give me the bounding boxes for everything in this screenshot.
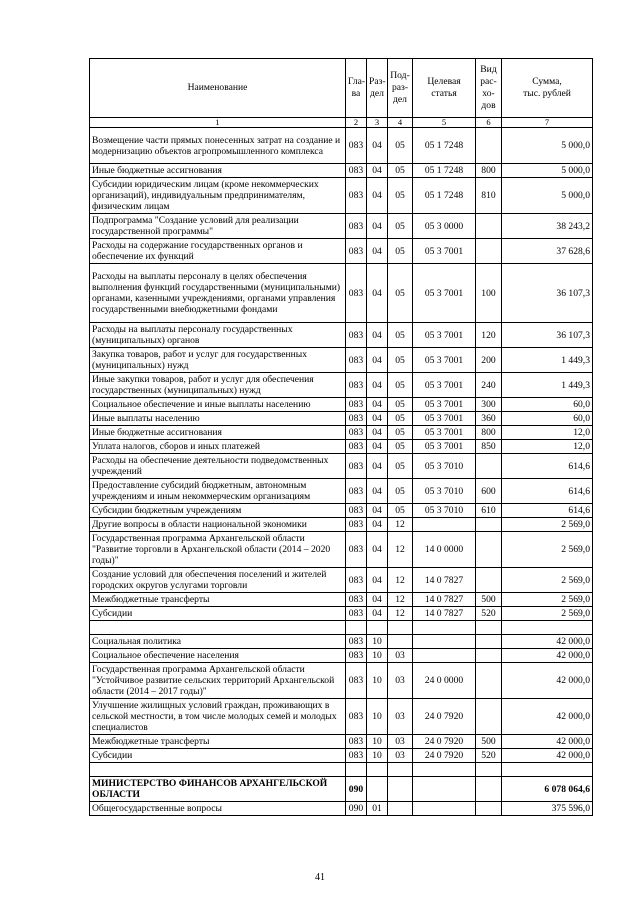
cell-podrazdel: 03 <box>388 749 413 763</box>
cell-expense-type <box>476 802 502 816</box>
cell-glava: 083 <box>346 164 367 178</box>
cell-razdel: 10 <box>367 635 388 649</box>
cell-razdel: 04 <box>367 593 388 607</box>
cell-podrazdel: 12 <box>388 607 413 621</box>
cell-podrazdel: 05 <box>388 412 413 426</box>
cell-expense-type <box>476 663 502 699</box>
cell-razdel: 10 <box>367 735 388 749</box>
cell-sum: 60,0 <box>502 412 593 426</box>
cell-name: Социальное обеспечение населения <box>90 649 346 663</box>
table-row <box>90 264 593 323</box>
cell-glava: 090 <box>346 802 367 816</box>
table-row <box>90 178 593 214</box>
cell-name <box>90 621 346 635</box>
table-body <box>90 128 593 816</box>
cell-podrazdel: 12 <box>388 518 413 532</box>
cell-sum: 614,6 <box>502 454 593 479</box>
cell-name: Социальное обеспечение и иные выплаты населению <box>90 398 346 412</box>
cell-target-article <box>413 518 476 532</box>
cell-name: Возмещение части прямых понесенных затрат на создание и модернизацию объектов агропромышленного комплекса <box>90 128 346 164</box>
cell-expense-type: 100 <box>476 264 502 323</box>
cell-name: Уплата налогов, сборов и иных платежей <box>90 440 346 454</box>
cell-expense-type: 850 <box>476 440 502 454</box>
cell-podrazdel: 05 <box>388 398 413 412</box>
cell-target-article: 05 3 7010 <box>413 454 476 479</box>
cell-razdel: 04 <box>367 373 388 398</box>
cell-sum: 5 000,0 <box>502 164 593 178</box>
cell-name: Государственная программа Архангельской области "Устойчивое развитие сельских территорий Архангельской области (2014 – 2017 годы)" <box>90 663 346 699</box>
table-row <box>90 532 593 568</box>
cell-razdel: 04 <box>367 348 388 373</box>
cell-podrazdel: 03 <box>388 699 413 735</box>
cell-name: Расходы на обеспечение деятельности подведомственных учреждений <box>90 454 346 479</box>
cell-sum: 42 000,0 <box>502 699 593 735</box>
table-row <box>90 398 593 412</box>
cell-expense-type: 800 <box>476 426 502 440</box>
table-row <box>90 504 593 518</box>
cell-target-article: 05 3 7001 <box>413 373 476 398</box>
col-number: 2 <box>346 118 367 128</box>
cell-sum: 5 000,0 <box>502 128 593 164</box>
cell-expense-type <box>476 128 502 164</box>
cell-podrazdel: 05 <box>388 323 413 348</box>
col-number: 5 <box>413 118 476 128</box>
cell-razdel: 04 <box>367 264 388 323</box>
cell-target-article <box>413 649 476 663</box>
cell-glava: 083 <box>346 398 367 412</box>
cell-podrazdel: 05 <box>388 178 413 214</box>
cell-sum: 36 107,3 <box>502 323 593 348</box>
cell-expense-type <box>476 699 502 735</box>
table-row <box>90 699 593 735</box>
cell-podrazdel: 05 <box>388 214 413 239</box>
cell-name: Межбюджетные трансферты <box>90 593 346 607</box>
header-podrazdel: Под- раз- дел <box>388 59 413 118</box>
cell-podrazdel: 05 <box>388 264 413 323</box>
cell-podrazdel <box>388 763 413 777</box>
cell-name: Субсидии <box>90 607 346 621</box>
cell-name <box>90 763 346 777</box>
cell-target-article: 05 3 7001 <box>413 264 476 323</box>
cell-expense-type: 120 <box>476 323 502 348</box>
table-row <box>90 635 593 649</box>
cell-name: Государственная программа Архангельской области "Развитие торговли в Архангельской области (2014 – 2020 годы)" <box>90 532 346 568</box>
cell-sum: 614,6 <box>502 504 593 518</box>
cell-razdel: 04 <box>367 239 388 264</box>
cell-target-article: 05 3 0000 <box>413 214 476 239</box>
page-number: 41 <box>315 872 325 883</box>
table-row <box>90 649 593 663</box>
cell-target-article: 14 0 7827 <box>413 607 476 621</box>
cell-expense-type <box>476 635 502 649</box>
cell-expense-type: 500 <box>476 735 502 749</box>
cell-target-article: 05 3 7001 <box>413 323 476 348</box>
cell-glava: 083 <box>346 532 367 568</box>
cell-name: Межбюджетные трансферты <box>90 735 346 749</box>
cell-sum: 2 569,0 <box>502 593 593 607</box>
budget-table <box>89 58 593 816</box>
cell-glava <box>346 621 367 635</box>
cell-glava: 083 <box>346 454 367 479</box>
cell-target-article: 05 1 7248 <box>413 128 476 164</box>
cell-podrazdel: 12 <box>388 568 413 593</box>
table-row <box>90 763 593 777</box>
cell-glava: 083 <box>346 348 367 373</box>
cell-expense-type: 800 <box>476 164 502 178</box>
cell-podrazdel: 05 <box>388 348 413 373</box>
cell-expense-type <box>476 763 502 777</box>
cell-target-article <box>413 635 476 649</box>
cell-glava: 083 <box>346 699 367 735</box>
cell-expense-type: 200 <box>476 348 502 373</box>
cell-sum: 36 107,3 <box>502 264 593 323</box>
cell-sum: 42 000,0 <box>502 735 593 749</box>
cell-podrazdel: 12 <box>388 532 413 568</box>
cell-glava: 083 <box>346 426 367 440</box>
cell-sum: 2 569,0 <box>502 532 593 568</box>
table-row <box>90 777 593 802</box>
cell-sum: 12,0 <box>502 426 593 440</box>
cell-podrazdel <box>388 777 413 802</box>
cell-target-article: 05 3 7001 <box>413 412 476 426</box>
cell-target-article <box>413 802 476 816</box>
cell-expense-type <box>476 621 502 635</box>
cell-razdel: 04 <box>367 440 388 454</box>
cell-sum: 42 000,0 <box>502 663 593 699</box>
cell-target-article: 05 1 7248 <box>413 178 476 214</box>
cell-glava: 083 <box>346 518 367 532</box>
cell-target-article: 14 0 7827 <box>413 593 476 607</box>
cell-razdel: 04 <box>367 323 388 348</box>
table-row <box>90 621 593 635</box>
cell-expense-type <box>476 568 502 593</box>
cell-sum: 42 000,0 <box>502 635 593 649</box>
cell-glava: 083 <box>346 568 367 593</box>
cell-target-article: 24 0 7920 <box>413 699 476 735</box>
cell-razdel <box>367 777 388 802</box>
cell-sum <box>502 763 593 777</box>
cell-podrazdel: 05 <box>388 454 413 479</box>
cell-razdel: 04 <box>367 426 388 440</box>
cell-podrazdel: 05 <box>388 164 413 178</box>
header-expense-type: Вид рас- хо- дов <box>476 59 502 118</box>
cell-name: МИНИСТЕРСТВО ФИНАНСОВ АРХАНГЕЛЬСКОЙ ОБЛАСТИ <box>90 777 346 802</box>
cell-expense-type: 610 <box>476 504 502 518</box>
cell-razdel: 01 <box>367 802 388 816</box>
cell-expense-type: 300 <box>476 398 502 412</box>
cell-target-article <box>413 621 476 635</box>
cell-podrazdel: 03 <box>388 649 413 663</box>
cell-name: Социальная политика <box>90 635 346 649</box>
cell-sum: 2 569,0 <box>502 518 593 532</box>
cell-glava: 083 <box>346 264 367 323</box>
cell-target-article <box>413 763 476 777</box>
table-row <box>90 802 593 816</box>
cell-sum: 1 449,3 <box>502 373 593 398</box>
cell-podrazdel <box>388 621 413 635</box>
cell-razdel <box>367 621 388 635</box>
cell-podrazdel: 05 <box>388 440 413 454</box>
cell-glava: 083 <box>346 479 367 504</box>
cell-sum: 375 596,0 <box>502 802 593 816</box>
table-row <box>90 454 593 479</box>
cell-glava: 083 <box>346 239 367 264</box>
cell-razdel: 10 <box>367 649 388 663</box>
cell-name: Другие вопросы в области национальной экономики <box>90 518 346 532</box>
cell-glava: 083 <box>346 663 367 699</box>
cell-podrazdel: 05 <box>388 128 413 164</box>
header-target-article: Целевая статья <box>413 59 476 118</box>
cell-glava <box>346 763 367 777</box>
col-number: 4 <box>388 118 413 128</box>
table-row <box>90 568 593 593</box>
cell-sum: 6 078 064,6 <box>502 777 593 802</box>
cell-name: Субсидии бюджетным учреждениям <box>90 504 346 518</box>
cell-razdel: 04 <box>367 568 388 593</box>
table-row <box>90 239 593 264</box>
cell-target-article: 05 3 7001 <box>413 398 476 412</box>
cell-sum: 5 000,0 <box>502 178 593 214</box>
header-glava: Гла- ва <box>346 59 367 118</box>
cell-podrazdel <box>388 635 413 649</box>
cell-expense-type: 520 <box>476 749 502 763</box>
header-sum: Сумма, тыс. рублей <box>502 59 593 118</box>
cell-sum: 60,0 <box>502 398 593 412</box>
cell-glava: 083 <box>346 128 367 164</box>
cell-podrazdel <box>388 802 413 816</box>
table-row <box>90 663 593 699</box>
table-row <box>90 373 593 398</box>
table-row <box>90 323 593 348</box>
cell-podrazdel: 05 <box>388 239 413 264</box>
table-row <box>90 749 593 763</box>
cell-name: Иные бюджетные ассигнования <box>90 164 346 178</box>
cell-name: Субсидии <box>90 749 346 763</box>
cell-glava: 083 <box>346 607 367 621</box>
cell-podrazdel: 05 <box>388 426 413 440</box>
cell-sum <box>502 621 593 635</box>
header-razdel: Раз- дел <box>367 59 388 118</box>
cell-expense-type <box>476 454 502 479</box>
cell-glava: 083 <box>346 635 367 649</box>
cell-sum: 1 449,3 <box>502 348 593 373</box>
cell-sum: 2 569,0 <box>502 568 593 593</box>
cell-razdel: 10 <box>367 699 388 735</box>
table-row <box>90 412 593 426</box>
cell-razdel: 04 <box>367 164 388 178</box>
cell-expense-type <box>476 649 502 663</box>
cell-glava: 083 <box>346 649 367 663</box>
table-row <box>90 518 593 532</box>
table-row <box>90 479 593 504</box>
cell-glava: 083 <box>346 323 367 348</box>
cell-razdel: 04 <box>367 504 388 518</box>
cell-name: Расходы на содержание государственных органов и обеспечение их функций <box>90 239 346 264</box>
cell-glava: 083 <box>346 504 367 518</box>
cell-name: Создание условий для обеспечения поселений и жителей городских округов услугами торговли <box>90 568 346 593</box>
cell-name: Иные бюджетные ассигнования <box>90 426 346 440</box>
cell-glava: 083 <box>346 440 367 454</box>
cell-podrazdel: 03 <box>388 663 413 699</box>
cell-razdel: 04 <box>367 518 388 532</box>
cell-name: Субсидии юридическим лицам (кроме некоммерческих организаций), индивидуальным предпринимателям, физическим лицам <box>90 178 346 214</box>
cell-glava: 083 <box>346 373 367 398</box>
cell-razdel: 10 <box>367 663 388 699</box>
cell-expense-type <box>476 239 502 264</box>
cell-name: Иные закупки товаров, работ и услуг для обеспечения государственных (муниципальных) нужд <box>90 373 346 398</box>
cell-sum: 38 243,2 <box>502 214 593 239</box>
cell-sum: 2 569,0 <box>502 607 593 621</box>
cell-razdel: 04 <box>367 178 388 214</box>
cell-glava: 083 <box>346 178 367 214</box>
cell-glava: 083 <box>346 593 367 607</box>
col-number: 7 <box>502 118 593 128</box>
col-number: 1 <box>90 118 346 128</box>
cell-podrazdel: 05 <box>388 504 413 518</box>
cell-expense-type: 500 <box>476 593 502 607</box>
cell-glava: 083 <box>346 214 367 239</box>
document-page <box>89 58 592 816</box>
cell-razdel: 10 <box>367 749 388 763</box>
cell-name: Подпрограмма "Создание условий для реализации государственной программы" <box>90 214 346 239</box>
cell-target-article: 14 0 7827 <box>413 568 476 593</box>
table-row <box>90 128 593 164</box>
cell-razdel: 04 <box>367 532 388 568</box>
table-row <box>90 348 593 373</box>
cell-target-article: 14 0 0000 <box>413 532 476 568</box>
cell-target-article: 05 3 7001 <box>413 239 476 264</box>
table-row <box>90 735 593 749</box>
cell-target-article: 05 3 7001 <box>413 426 476 440</box>
cell-target-article: 05 3 7001 <box>413 348 476 373</box>
cell-target-article: 05 3 7010 <box>413 479 476 504</box>
cell-expense-type: 360 <box>476 412 502 426</box>
cell-name: Предоставление субсидий бюджетным, автономным учреждениям и иным некоммерческим организациям <box>90 479 346 504</box>
cell-sum: 42 000,0 <box>502 749 593 763</box>
cell-razdel: 04 <box>367 214 388 239</box>
cell-glava: 083 <box>346 749 367 763</box>
cell-name: Расходы на выплаты персоналу в целях обеспечения выполнения функций государственными (муниципальными) органами, казенными учреждениями, органами управления государственными внебюджетными фондами <box>90 264 346 323</box>
cell-target-article <box>413 777 476 802</box>
cell-podrazdel: 12 <box>388 593 413 607</box>
table-row <box>90 593 593 607</box>
cell-expense-type <box>476 777 502 802</box>
table-row <box>90 426 593 440</box>
cell-target-article: 05 1 7248 <box>413 164 476 178</box>
cell-expense-type <box>476 532 502 568</box>
cell-target-article: 05 3 7001 <box>413 440 476 454</box>
cell-razdel: 04 <box>367 479 388 504</box>
cell-expense-type: 240 <box>476 373 502 398</box>
cell-target-article: 05 3 7010 <box>413 504 476 518</box>
cell-name: Улучшение жилищных условий граждан, проживающих в сельской местности, в том числе молодых семей и молодых специалистов <box>90 699 346 735</box>
cell-target-article: 24 0 0000 <box>413 663 476 699</box>
col-number: 3 <box>367 118 388 128</box>
cell-glava: 090 <box>346 777 367 802</box>
cell-sum: 37 628,6 <box>502 239 593 264</box>
cell-expense-type: 520 <box>476 607 502 621</box>
cell-podrazdel: 03 <box>388 735 413 749</box>
cell-razdel: 04 <box>367 128 388 164</box>
cell-podrazdel: 05 <box>388 373 413 398</box>
cell-glava: 083 <box>346 735 367 749</box>
cell-razdel: 04 <box>367 412 388 426</box>
column-number-row <box>90 118 593 128</box>
cell-sum: 614,6 <box>502 479 593 504</box>
cell-razdel: 04 <box>367 398 388 412</box>
cell-razdel: 04 <box>367 454 388 479</box>
col-number: 6 <box>476 118 502 128</box>
cell-glava: 083 <box>346 412 367 426</box>
cell-sum: 12,0 <box>502 440 593 454</box>
table-row <box>90 164 593 178</box>
cell-name: Закупка товаров, работ и услуг для государственных (муниципальных) нужд <box>90 348 346 373</box>
cell-expense-type: 600 <box>476 479 502 504</box>
cell-podrazdel: 05 <box>388 479 413 504</box>
cell-name: Расходы на выплаты персоналу государственных (муниципальных) органов <box>90 323 346 348</box>
cell-expense-type <box>476 518 502 532</box>
header-name: Наименование <box>90 59 346 118</box>
table-row <box>90 440 593 454</box>
cell-expense-type: 810 <box>476 178 502 214</box>
cell-name: Иные выплаты населению <box>90 412 346 426</box>
cell-expense-type <box>476 214 502 239</box>
table-row <box>90 214 593 239</box>
cell-razdel: 04 <box>367 607 388 621</box>
cell-name: Общегосударственные вопросы <box>90 802 346 816</box>
cell-sum: 42 000,0 <box>502 649 593 663</box>
cell-razdel <box>367 763 388 777</box>
table-row <box>90 607 593 621</box>
header-row <box>90 59 593 118</box>
cell-target-article: 24 0 7920 <box>413 735 476 749</box>
cell-target-article: 24 0 7920 <box>413 749 476 763</box>
